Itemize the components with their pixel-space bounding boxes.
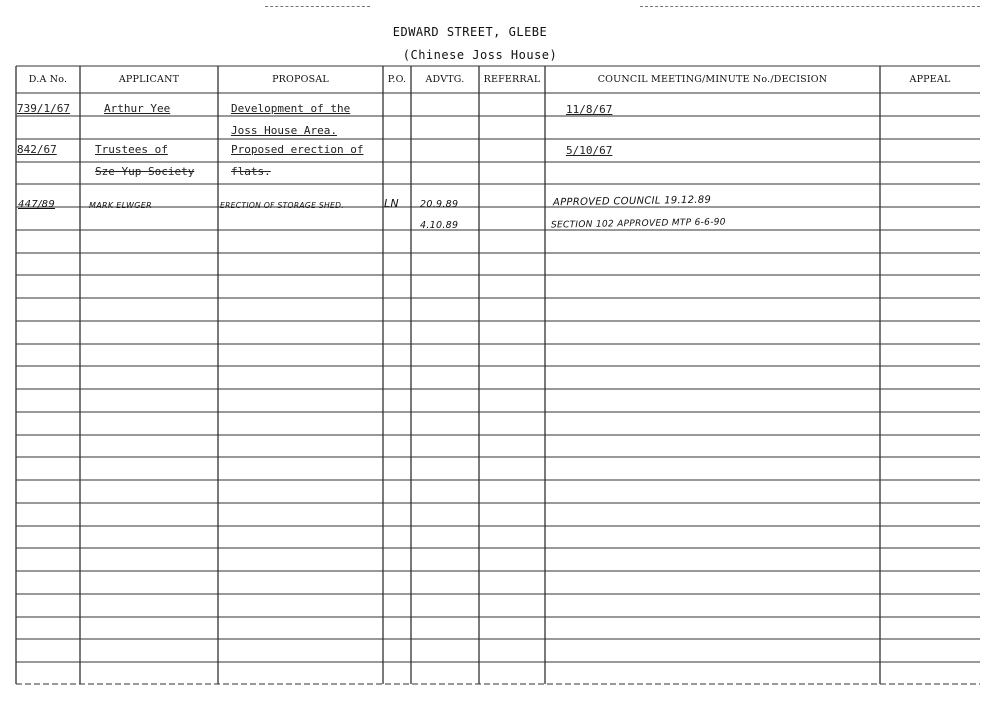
entry-2-applicant-line1: Trustees of (95, 143, 168, 156)
entry-3-council-line1: APPROVED COUNCIL 19.12.89 (552, 194, 712, 209)
entry-2-proposal-line1: Proposed erection of (231, 143, 364, 156)
entry-1-applicant: Arthur Yee (104, 102, 171, 115)
page-subtitle: (Chinese Joss House) (402, 48, 558, 62)
entry-2-council: 5/10/67 (566, 144, 613, 157)
entry-2-proposal-line2: flats. (231, 165, 271, 178)
entry-1-da-no: 739/1/67 (17, 102, 70, 115)
entry-3-da-no: 447/89 (18, 199, 55, 210)
header-referral: REFERRAL (483, 74, 541, 85)
entry-3-po: LN (384, 197, 399, 210)
entry-3-advtg-line2: 4.10.89 (420, 220, 459, 231)
header-council: COUNCIL MEETING/MINUTE No./DECISION (597, 74, 828, 85)
header-proposal: PROPOSAL (272, 74, 329, 85)
entry-3-applicant: MARK ELWGER (89, 201, 152, 210)
header-applicant: APPLICANT (118, 74, 180, 85)
entry-1-proposal-line2: Joss House Area. (231, 124, 337, 137)
entry-2-da-no: 842/67 (17, 143, 57, 156)
header-da-no: D.A No. (28, 74, 68, 85)
entry-2-applicant-line2: Sze Yup Society (95, 165, 195, 178)
header-appeal: APPEAL (909, 74, 951, 85)
entry-3-proposal: ERECTION OF STORAGE SHED. (220, 201, 344, 210)
page-title: EDWARD STREET, GLEBE (392, 25, 548, 39)
header-advtg: ADVTG. (425, 74, 465, 85)
entry-3-advtg-line1: 20.9.89 (420, 199, 459, 210)
entry-3-council-line2: SECTION 102 APPROVED MTP 6-6-90 (550, 217, 726, 231)
header-po: P.O. (387, 74, 407, 85)
entry-1-proposal-line1: Development of the (231, 102, 351, 115)
entry-1-council: 11/8/67 (566, 103, 613, 116)
